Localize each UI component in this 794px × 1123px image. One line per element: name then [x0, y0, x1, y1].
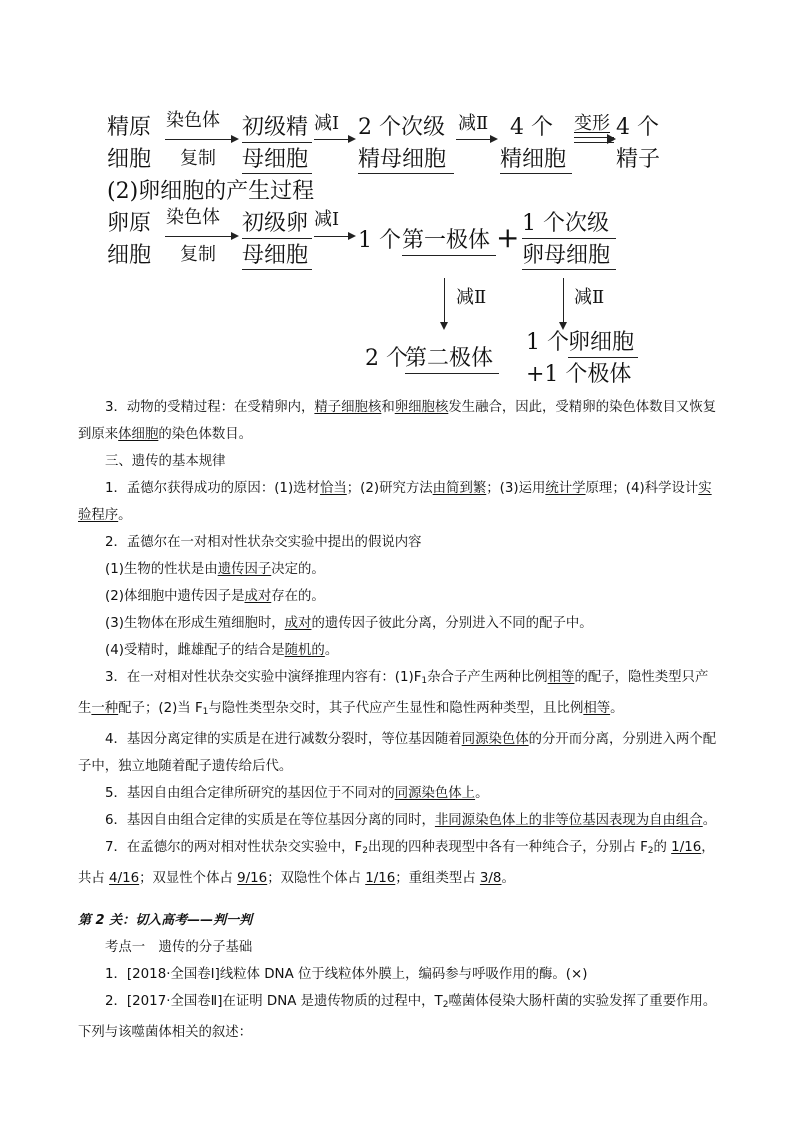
underline [242, 173, 312, 174]
judge-item-1: 1．[2018·全国卷Ⅰ]线粒体 DNA 位于线粒体外膜上，编码参与呼吸作用的酶。(×) [105, 967, 588, 982]
sperm-spermatid-top: 4 个 [510, 115, 553, 140]
underline [405, 373, 499, 374]
egg-second-polar-body: 第二极体 [405, 346, 494, 371]
plus-sign: + [496, 221, 520, 254]
arrow-down [563, 278, 564, 328]
arrow-right [165, 236, 237, 237]
sperm-primary-top: 初级精 [242, 115, 309, 140]
egg-meiosis2-label-right: 减Ⅱ [574, 287, 605, 308]
body-text [78, 394, 718, 892]
underline [522, 269, 616, 270]
egg-meiosis2-label-left: 减Ⅱ [456, 287, 487, 308]
egg-stage1-top: 卵原 [107, 211, 152, 236]
underline [242, 142, 312, 143]
sperm-spermatid-bottom: 精细胞 [500, 147, 567, 172]
hypothesis-2: (2)体细胞中遗传因子是成对存在的。 [105, 589, 325, 604]
egg-ovum: 卵细胞 [568, 330, 635, 355]
arrow-right [314, 236, 354, 237]
key-point-heading: 考点一 遗传的分子基础 [105, 940, 253, 955]
fertilization-paragraph: 3．动物的受精过程：在受精卵内，精子细胞核和卵细胞核发生融合，因此，受精卵的染色体数目又恢复到原来体细胞的染色体数目。 [78, 400, 717, 442]
arrow-down [444, 278, 445, 328]
underline [568, 357, 638, 358]
sperm-step-replicate-2: 复制 [180, 148, 216, 169]
sperm-secondary-top: 2 个次级 [358, 115, 445, 140]
deduction-paragraph: 3．在一对相对性状杂交实验中演绎推理内容有：$(1)F_1$杂合子产生两种比例相等的配子，隐性类型只产生一种配子；(2)当 $F_1$与隐性类型杂交时，其子代应产生显性和隐性两种类型，且比例相等。 [78, 670, 709, 717]
egg-step-replicate: 染色体 [166, 207, 220, 228]
hypothesis-4: (4)受精时，雌雄配子的结合是随机的。 [105, 643, 339, 658]
mendel-success-paragraph: 1．孟德尔获得成功的原因：(1)选材恰当；(2)研究方法由简到繁；(3)运用统计学原理；(4)科学设计实验程序。 [78, 481, 712, 523]
egg-primary-bottom: 母细胞 [242, 243, 309, 268]
underline [402, 255, 496, 256]
independent-assortment-essence: 6．基因自由组合定律的实质是在等位基因分离的同时，非同源染色体上的非等位基因表现为自由组合。 [105, 813, 717, 828]
sperm-stage1-bottom: 细胞 [107, 147, 152, 172]
segregation-law-paragraph: 4．基因分离定律的实质是在进行减数分裂时，等位基因随着同源染色体的分开而分离，分别进入两个配子中，独立地随着配子遗传给后代。 [78, 732, 717, 774]
arrow-right [456, 139, 496, 140]
sperm-stage1-top: 精原 [107, 115, 152, 140]
hypothesis-intro: 2．孟德尔在一对相对性状杂交实验中提出的假说内容 [105, 535, 422, 550]
underline [242, 238, 312, 239]
sperm-transform-label: 变形 [574, 113, 610, 134]
egg-first-polar-body: 第一极体 [402, 228, 491, 253]
egg-meiosis1-label: 减Ⅰ [314, 209, 340, 230]
egg-process-title: (2)卵细胞的产生过程 [107, 179, 315, 204]
sperm-meiosis1-label: 减Ⅰ [314, 113, 340, 134]
dihybrid-ratio-paragraph: 7．在孟德尔的两对相对性状杂交实验中，$F_2$出现的四种表现型中各有一种纯合子，分别占 $F_2$的 1/16，共占 4/16；双显性个体占 9/16；双隐性个体占 1/16；重组类型占 3/8。 [78, 840, 715, 886]
egg-secondary-bottom: 卵母细胞 [522, 243, 611, 268]
exam-section [78, 934, 718, 1046]
egg-primary-top: 初级卵 [242, 211, 309, 236]
arrow-right [165, 139, 237, 140]
egg-step-replicate-2: 复制 [180, 244, 216, 265]
underline [500, 173, 572, 174]
egg-secondary-top: 1 个次级 [522, 211, 609, 236]
sperm-final-top: 4 个 [616, 115, 659, 140]
underline [358, 173, 454, 174]
egg-second-polar-prefix: 2 个 [365, 346, 408, 371]
level-2-heading: 第 2 关：切入高考——判一判 [78, 913, 253, 928]
sperm-final-bottom: 精子 [616, 147, 661, 172]
hypothesis-1: (1)生物的性状是由遗传因子决定的。 [105, 562, 325, 577]
sperm-primary-bottom: 母细胞 [242, 147, 309, 172]
sperm-secondary-bottom: 精母细胞 [358, 147, 447, 172]
underline [242, 269, 312, 270]
egg-first-polar-prefix: 1 个 [358, 228, 401, 253]
judge-item-2: 2．[2017·全国卷Ⅱ]在证明 DNA 是遗传物质的过程中，$T_2$噬菌体侵染大肠杆菌的实验发挥了重要作用。下列与该噬菌体相关的叙述： [78, 994, 717, 1040]
egg-ovum-prefix: 1 个 [526, 330, 569, 355]
egg-stage1-bottom: 细胞 [107, 243, 152, 268]
sperm-meiosis2-label: 减Ⅱ [458, 113, 489, 134]
section-heading: 三、遗传的基本规律 [105, 454, 226, 469]
arrow-right [314, 139, 354, 140]
egg-polar-body: +1 个极体 [526, 362, 632, 387]
sperm-step-replicate: 染色体 [166, 110, 220, 131]
underline [522, 238, 616, 239]
hypothesis-3: (3)生物体在形成生殖细胞时，成对的遗传因子彼此分离，分别进入不同的配子中。 [105, 616, 593, 631]
independent-assortment-location: 5．基因自由组合定律所研究的基因位于不同对的同源染色体上。 [105, 786, 489, 801]
double-arrow-right [574, 137, 614, 143]
